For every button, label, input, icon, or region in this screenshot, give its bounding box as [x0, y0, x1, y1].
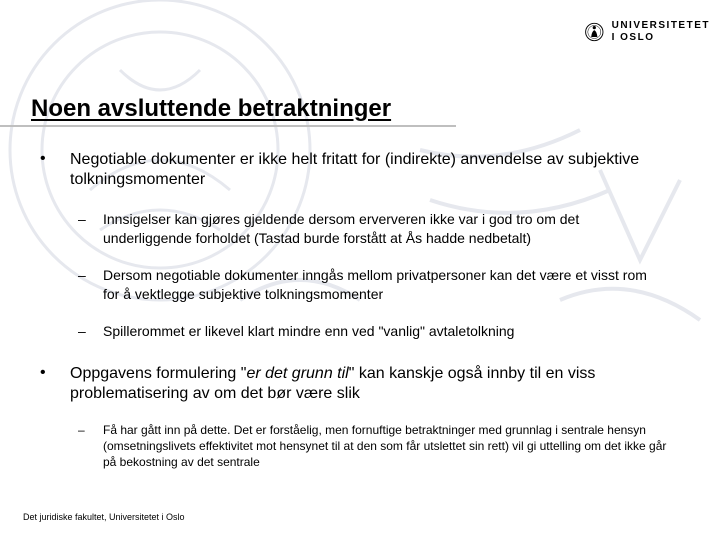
bullet-text [70, 364, 690, 404]
seal-icon [585, 13, 604, 51]
bullet-marker: • [40, 364, 46, 381]
sub-bullet-marker: – [78, 267, 86, 283]
bullet-text-start: Oppgavens formulering " [70, 365, 247, 382]
bullet-text-italic: er det grunn til [246, 365, 349, 382]
sub-bullet-text: Få har gått inn på dette. Det er forståelig, men fornuftige betraktninger med grunnlag i sentrale hensyn (omsetningslivets effektivitet mot hensynet til at den som får utslettet sin rett) vil gi uttelling om det ikke går på bekostning av det sentrale [103, 423, 667, 469]
logo-line-1: UNIVERSITETET [611, 20, 710, 31]
sub-bullet-text: Dersom negotiable dokumenter inngås mellom privatpersoner kan det være et visst rom for å vektlegge subjektive tolkningsmomenter [103, 267, 647, 302]
sub-bullet-marker: – [78, 423, 85, 437]
university-logo [585, 12, 710, 52]
slide-title: Noen avsluttende betraktninger [31, 95, 392, 122]
logo-line-2: I OSLO [611, 32, 655, 43]
bullet-marker: • [40, 150, 46, 167]
sub-bullet-marker: – [78, 323, 86, 339]
bullet-text-end: " kan kanskje også innby til en viss problematisering av om det bør være slik [70, 365, 596, 402]
sub-bullet-text: Innsigelser kan gjøres gjeldende dersom erververen ikke var i god tro om det underliggende forholdet (Tastad burde forstått at Ås hadde nedbetalt) [103, 211, 580, 246]
title-rule [0, 125, 456, 127]
sub-bullet-text: Spillerommet er likevel klart mindre enn ved "vanlig" avtaletolkning [103, 323, 515, 339]
bullet-text: Negotiable dokumenter er ikke helt fritatt for (indirekte) anvendelse av subjektive tolkningsmomenter [70, 151, 640, 188]
sub-bullet-marker: – [78, 211, 86, 227]
footer: Det juridiske fakultet, Universitetet i Oslo [23, 512, 185, 522]
